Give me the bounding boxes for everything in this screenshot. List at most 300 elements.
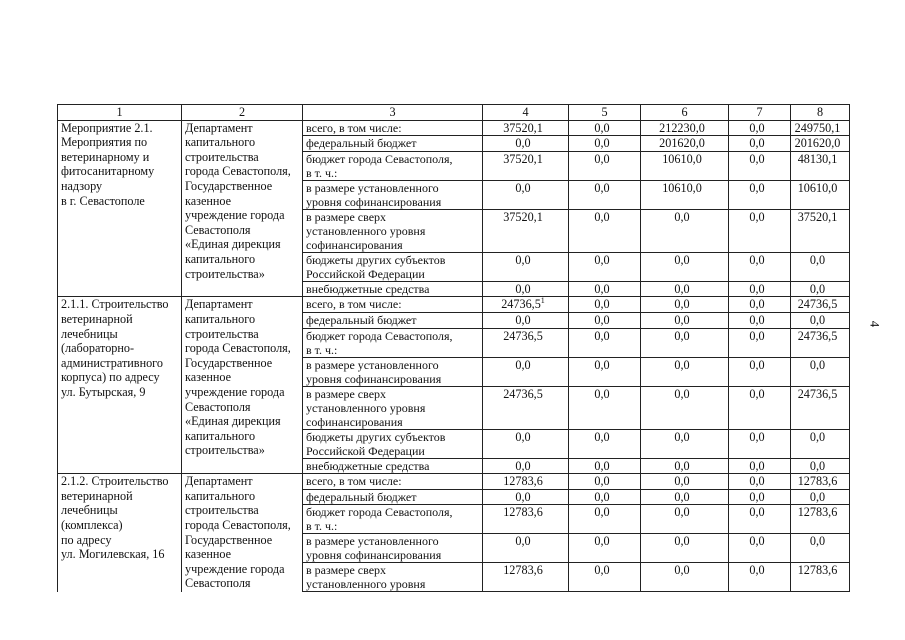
amount-cell [569, 151, 641, 180]
amount-cell [791, 563, 850, 592]
amount-value: 0,0 [594, 563, 610, 578]
executor-line: Севастополя [185, 399, 251, 414]
executor-cell [182, 474, 303, 592]
header-cell: 5 [569, 105, 641, 121]
funding-source-line: федеральный бюджет [306, 489, 417, 504]
funding-source-line: бюджет города Севастополя, [306, 328, 453, 343]
amount-cell [791, 252, 850, 281]
amount-value: 0,0 [749, 120, 765, 135]
amount-cell [729, 563, 791, 592]
executor-line: города Севастополя, [185, 164, 291, 179]
executor-line: капитального [185, 135, 256, 150]
amount-value: 0,0 [594, 357, 610, 372]
amount-value: 0,0 [674, 209, 690, 224]
funding-source-line: бюджет города Севастополя, [306, 505, 453, 520]
amount-value: 0,0 [515, 252, 531, 267]
funding-source-line: в размере сверх [306, 209, 387, 224]
amount-cell [483, 209, 569, 252]
funding-source-cell [303, 120, 483, 136]
amount-value: 0,0 [749, 297, 765, 312]
amount-cell [729, 252, 791, 281]
amount-value: 37520,1 [797, 209, 838, 224]
amount-cell [569, 180, 641, 209]
amount-cell [569, 505, 641, 534]
amount-value: 12783,6 [797, 474, 838, 489]
amount-value: 0,0 [749, 252, 765, 267]
amount-value: 0,0 [749, 489, 765, 504]
amount-value: 0,0 [594, 180, 610, 195]
table-body [58, 105, 850, 592]
amount-value: 0,0 [674, 357, 690, 372]
amount-value: 12783,6 [503, 505, 543, 520]
funding-source-line: в т. ч.: [306, 519, 338, 534]
amount-cell [641, 281, 729, 297]
amount-cell [791, 429, 850, 458]
measure-name-line: ул. Бутырская, 9 [61, 384, 146, 399]
amount-value: 249750,1 [794, 120, 841, 135]
amount-value: 24736,5 [503, 328, 543, 343]
executor-line: «Единая дирекция [185, 237, 281, 252]
amount-value: 24736,5 [501, 297, 541, 312]
funding-source-line: уровня софинансирования [306, 371, 442, 386]
executor-line: Севастополя [185, 576, 251, 591]
funding-source-cell [303, 489, 483, 505]
amount-cell [569, 489, 641, 505]
amount-cell [569, 136, 641, 152]
amount-value: 0,0 [749, 357, 765, 372]
funding-source-line: в размере установленного [306, 357, 439, 372]
executor-line: казенное [185, 193, 232, 208]
amount-value: 0,0 [749, 505, 765, 520]
amount-value: 0,0 [594, 297, 610, 312]
amount-cell [483, 312, 569, 328]
amount-value: 0,0 [594, 312, 610, 327]
measure-name-line: ветеринарному и [61, 149, 150, 164]
amount-cell [641, 151, 729, 180]
executor-line: учреждение города [185, 208, 285, 223]
header-cell: 4 [483, 105, 569, 121]
funding-source-line: софинансирования [306, 414, 403, 429]
executor-line: учреждение города [185, 561, 285, 576]
amount-value: 0,0 [749, 534, 765, 549]
amount-value: 0,0 [594, 429, 610, 444]
amount-value: 0,0 [594, 458, 610, 473]
amount-cell [729, 180, 791, 209]
amount-value: 48130,1 [797, 151, 838, 166]
header-cell: 1 [58, 105, 182, 121]
funding-source-line: установленного уровня [306, 223, 426, 238]
amount-cell [569, 474, 641, 490]
funding-source-line: федеральный бюджет [306, 312, 417, 327]
amount-cell [729, 474, 791, 490]
funding-source-cell [303, 458, 483, 474]
funding-source-line: установленного уровня [306, 400, 426, 415]
amount-value: 0,0 [674, 312, 690, 327]
amount-cell [483, 357, 569, 386]
amount-value: 0,0 [594, 328, 610, 343]
amount-value: 12783,6 [503, 563, 543, 578]
amount-value: 0,0 [515, 429, 531, 444]
amount-value: 12783,6 [797, 505, 838, 520]
amount-cell [569, 209, 641, 252]
amount-cell [729, 151, 791, 180]
measure-name-line: в г. Севастополе [61, 193, 145, 208]
executor-line: Государственное [185, 178, 273, 193]
amount-cell [729, 357, 791, 386]
executor-line: казенное [185, 370, 232, 385]
amount-value: 0,0 [594, 489, 610, 504]
amount-cell [641, 429, 729, 458]
executor-line: Департамент [185, 297, 253, 312]
measure-name-line: по адресу [61, 532, 112, 547]
amount-cell [483, 180, 569, 209]
amount-value: 0,0 [749, 458, 765, 473]
amount-cell [641, 458, 729, 474]
amount-cell [641, 209, 729, 252]
table-row [58, 474, 850, 490]
amount-value: 0,0 [594, 209, 610, 224]
funding-source-line: в размере сверх [306, 386, 387, 401]
amount-value: 0,0 [809, 357, 826, 372]
funding-source-cell [303, 209, 483, 252]
amount-value: 12783,6 [797, 563, 838, 578]
amount-value: 0,0 [749, 151, 765, 166]
amount-cell [791, 297, 850, 313]
amount-cell [791, 209, 850, 252]
executor-line: города Севастополя, [185, 341, 291, 356]
amount-cell [729, 120, 791, 136]
amount-value: 0,0 [749, 563, 765, 578]
executor-line: строительства [185, 149, 259, 164]
amount-value: 0,0 [749, 281, 765, 296]
amount-cell [483, 386, 569, 429]
amount-value: 0,0 [594, 151, 610, 166]
amount-cell [791, 505, 850, 534]
funding-source-cell [303, 563, 483, 592]
amount-cell [569, 120, 641, 136]
amount-value: 0,0 [515, 281, 531, 296]
funding-source-cell [303, 386, 483, 429]
amount-value: 0,0 [674, 489, 690, 504]
amount-cell [641, 489, 729, 505]
amount-value: 0,0 [515, 489, 531, 504]
funding-source-line: бюджет города Севастополя, [306, 151, 453, 166]
amount-value: 0,0 [749, 429, 765, 444]
funding-source-line: Российской Федерации [306, 266, 425, 281]
amount-value: 201620,0 [794, 136, 841, 151]
executor-line: учреждение города [185, 384, 285, 399]
funding-source-line: уровня софинансирования [306, 548, 442, 563]
amount-cell [729, 458, 791, 474]
funding-source-cell [303, 534, 483, 563]
amount-value: 10610,0 [797, 180, 838, 195]
amount-cell [483, 281, 569, 297]
amount-cell [641, 328, 729, 357]
funding-source-cell [303, 151, 483, 180]
funding-source-line: уровня софинансирования [306, 194, 442, 209]
amount-cell [641, 136, 729, 152]
amount-cell [569, 458, 641, 474]
amount-value: 0,0 [749, 474, 765, 489]
measure-name-line: лечебницы [61, 503, 118, 518]
measure-name-line: Мероприятия по [61, 135, 148, 150]
amount-cell [791, 281, 850, 297]
amount-value: 0,0 [674, 505, 690, 520]
funding-source-line: внебюджетные средства [306, 458, 430, 473]
amount-value: 37520,1 [503, 209, 543, 224]
executor-line: капитального [185, 428, 256, 443]
amount-cell [729, 505, 791, 534]
page-number: 4 [867, 320, 883, 328]
amount-value: 0,0 [809, 429, 826, 444]
funding-source-line: всего, в том числе: [306, 120, 402, 135]
amount-cell [483, 429, 569, 458]
amount-cell [729, 312, 791, 328]
amount-value: 0,0 [749, 136, 765, 151]
amount-cell [791, 120, 850, 136]
executor-line: строительства [185, 503, 259, 518]
amount-value: 37520,1 [503, 151, 543, 166]
amount-cell [791, 328, 850, 357]
amount-value: 0,0 [594, 505, 610, 520]
measure-name-line: надзору [61, 178, 103, 193]
amount-value: 0,0 [674, 297, 690, 312]
measure-name-line: лечебницы [61, 326, 118, 341]
amount-cell [569, 386, 641, 429]
amount-cell [729, 534, 791, 563]
amount-cell [791, 458, 850, 474]
executor-line: строительства» [185, 266, 265, 281]
amount-cell [791, 474, 850, 490]
executor-line: строительства» [185, 443, 265, 458]
amount-cell [729, 136, 791, 152]
executor-line: Департамент [185, 120, 253, 135]
amount-value: 24736,5 [797, 328, 838, 343]
funding-source-line: федеральный бюджет [306, 136, 417, 151]
amount-cell [641, 120, 729, 136]
amount-value: 0,0 [749, 386, 765, 401]
amount-value: 0,0 [515, 357, 531, 372]
amount-cell [483, 252, 569, 281]
table-row [58, 120, 850, 136]
amount-cell [569, 328, 641, 357]
executor-line: города Севастополя, [185, 517, 291, 532]
amount-value: 0,0 [515, 534, 531, 549]
amount-cell [641, 563, 729, 592]
header-row [58, 105, 850, 121]
funding-source-cell [303, 180, 483, 209]
amount-cell [641, 252, 729, 281]
executor-line: капитального [185, 488, 256, 503]
amount-value: 0,0 [809, 458, 826, 473]
amount-cell [483, 534, 569, 563]
amount-value: 0,0 [594, 136, 610, 151]
executor-line: Департамент [185, 474, 253, 489]
funding-source-cell [303, 297, 483, 313]
header-cell: 7 [729, 105, 791, 121]
amount-cell [483, 120, 569, 136]
executor-line: Государственное [185, 355, 273, 370]
measure-name-line: ветеринарной [61, 311, 133, 326]
amount-cell [569, 429, 641, 458]
header-cell: 2 [182, 105, 303, 121]
amount-cell [569, 252, 641, 281]
amount-value: 0,0 [674, 563, 690, 578]
amount-value: 0,0 [594, 386, 610, 401]
funding-source-cell [303, 429, 483, 458]
executor-line: капитального [185, 311, 256, 326]
executor-line: капитального [185, 251, 256, 266]
funding-source-cell [303, 281, 483, 297]
amount-cell [791, 151, 850, 180]
amount-value: 0,0 [515, 458, 531, 473]
footnote-mark: 1 [540, 296, 545, 306]
funding-source-line: внебюджетные средства [306, 281, 430, 296]
amount-cell [483, 563, 569, 592]
funding-source-cell [303, 312, 483, 328]
amount-cell [569, 357, 641, 386]
amount-value: 0,0 [594, 252, 610, 267]
funding-source-line: установленного уровня [306, 577, 426, 592]
amount-cell [729, 281, 791, 297]
amount-cell [641, 505, 729, 534]
amount-cell [569, 534, 641, 563]
amount-value: 0,0 [515, 312, 531, 327]
amount-value: 37520,1 [503, 120, 543, 135]
amount-value: 0,0 [749, 180, 765, 195]
funding-source-line: всего, в том числе: [306, 297, 402, 312]
executor-cell [182, 120, 303, 297]
measure-name-cell [58, 474, 182, 592]
funding-source-cell [303, 505, 483, 534]
budget-table [57, 104, 850, 592]
amount-cell [791, 312, 850, 328]
measure-name-line: 2.1.2. Строительство [61, 474, 169, 489]
amount-cell [483, 297, 569, 313]
amount-cell [729, 209, 791, 252]
amount-value: 0,0 [674, 281, 690, 296]
funding-source-cell [303, 474, 483, 490]
measure-name-line: ветеринарной [61, 488, 133, 503]
amount-value: 0,0 [594, 474, 610, 489]
amount-cell [569, 281, 641, 297]
executor-line: Севастополя [185, 222, 251, 237]
amount-value: 24736,5 [503, 386, 543, 401]
amount-cell [641, 180, 729, 209]
measure-name-line: (лабораторно- [61, 341, 135, 356]
table-row [58, 297, 850, 313]
amount-cell [569, 312, 641, 328]
measure-name-line: корпуса) по адресу [61, 370, 160, 385]
amount-cell [641, 297, 729, 313]
amount-value: 0,0 [515, 180, 531, 195]
funding-source-cell [303, 136, 483, 152]
amount-value: 0,0 [594, 281, 610, 296]
amount-cell [483, 505, 569, 534]
amount-cell [483, 136, 569, 152]
amount-value: 0,0 [674, 386, 690, 401]
amount-value: 0,0 [674, 429, 690, 444]
amount-value: 212230,0 [659, 120, 705, 135]
amount-cell [729, 386, 791, 429]
amount-cell [483, 328, 569, 357]
executor-line: казенное [185, 547, 232, 562]
amount-value: 0,0 [809, 252, 826, 267]
amount-value: 0,0 [749, 209, 765, 224]
header-cell: 8 [791, 105, 850, 121]
amount-value: 24736,5 [797, 297, 838, 312]
measure-name-cell [58, 297, 182, 474]
measure-name-line: (комплекса) [61, 517, 123, 532]
amount-cell [791, 136, 850, 152]
funding-source-line: Российской Федерации [306, 443, 425, 458]
amount-cell [641, 312, 729, 328]
funding-source-line: в т. ч.: [306, 342, 338, 357]
funding-source-line: всего, в том числе: [306, 474, 402, 489]
executor-line: строительства [185, 326, 259, 341]
amount-cell [729, 429, 791, 458]
amount-cell [791, 357, 850, 386]
measure-name-line: ул. Могилевская, 16 [61, 547, 165, 562]
amount-cell [569, 297, 641, 313]
measure-name-line: административного [61, 355, 163, 370]
measure-name-line: фитосанитарному [61, 164, 155, 179]
header-cell: 3 [303, 105, 483, 121]
funding-source-line: в размере установленного [306, 180, 439, 195]
funding-source-line: бюджеты других субъектов [306, 429, 446, 444]
measure-name-cell [58, 120, 182, 297]
amount-value: 0,0 [674, 458, 690, 473]
amount-value: 0,0 [809, 534, 826, 549]
funding-source-line: в размере сверх [306, 563, 387, 578]
funding-source-line: софинансирования [306, 237, 403, 252]
amount-cell [641, 474, 729, 490]
amount-cell [641, 386, 729, 429]
funding-source-line: бюджеты других субъектов [306, 252, 446, 267]
amount-value: 0,0 [674, 252, 690, 267]
header-cell: 6 [641, 105, 729, 121]
amount-value: 0,0 [674, 328, 690, 343]
amount-cell [791, 180, 850, 209]
amount-value: 24736,5 [797, 386, 838, 401]
measure-name-line: 2.1.1. Строительство [61, 297, 169, 312]
amount-cell [641, 534, 729, 563]
amount-cell [483, 474, 569, 490]
amount-cell [483, 458, 569, 474]
amount-value: 10610,0 [662, 180, 702, 195]
amount-cell [791, 386, 850, 429]
amount-value: 201620,0 [659, 136, 705, 151]
budget-table-sheet [57, 104, 849, 592]
amount-value: 12783,6 [503, 474, 543, 489]
amount-cell [483, 151, 569, 180]
amount-value: 0,0 [809, 489, 826, 504]
amount-value: 0,0 [809, 281, 826, 296]
amount-cell [791, 489, 850, 505]
amount-cell [569, 563, 641, 592]
amount-cell [729, 297, 791, 313]
amount-value: 0,0 [674, 534, 690, 549]
executor-line: «Единая дирекция [185, 414, 281, 429]
amount-value: 0,0 [674, 474, 690, 489]
executor-cell [182, 297, 303, 474]
funding-source-cell [303, 252, 483, 281]
amount-value: 0,0 [594, 534, 610, 549]
funding-source-cell [303, 328, 483, 357]
funding-source-cell [303, 357, 483, 386]
amount-value: 10610,0 [662, 151, 702, 166]
amount-value: 0,0 [749, 328, 765, 343]
